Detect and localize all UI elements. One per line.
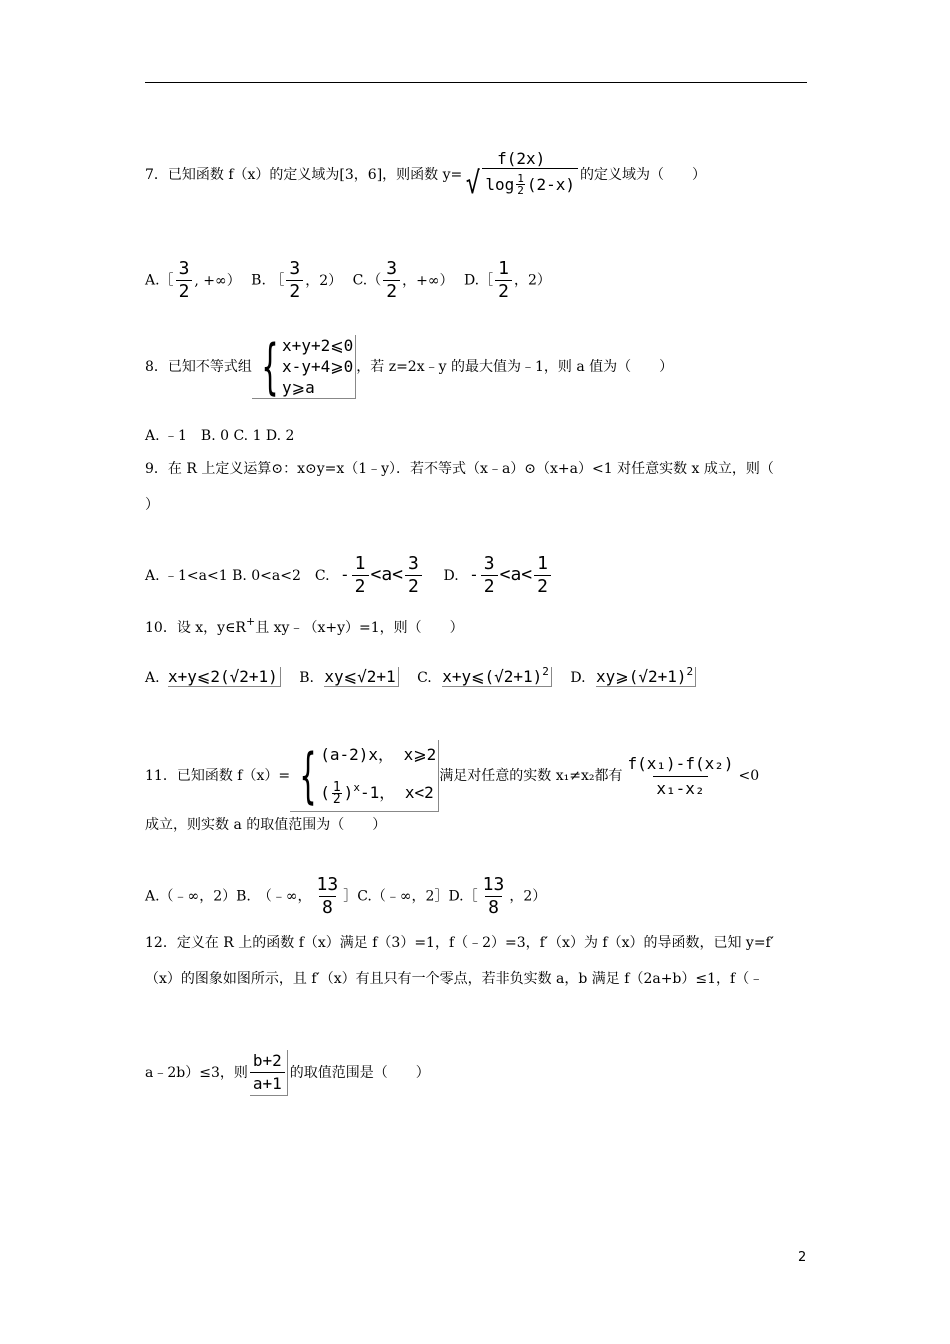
question-9-line-1: 9．在 R 上定义运算⊙：x⊙y=x（1﹣y）．若不等式（x﹣a）⊙（x+a）<1 对任意实数 x 成立，则（ (145, 461, 774, 477)
q7-opt-b-frac: $\frac{3}{2}$ (286, 258, 303, 303)
question-11-options: A.（﹣∞，2）B. （﹣∞， $\frac{13}{8}$ ］C.（﹣∞，2］D.［ $\frac{13}{8}$ ，2） (145, 874, 547, 918)
q11-piecewise: { (a-2)x， x⩾2 ( $\frac{1}{2}$ )$^x$-1， x<2 (290, 740, 439, 812)
page-number: 2 (798, 1250, 807, 1265)
question-8-options: A. ﹣1 B. 0 C. 1 D. 2 (145, 428, 295, 444)
question-12-line-1: 12．定义在 R 上的函数 f（x）满足 f（3）=1，f（﹣2）=3，f′（x）为 f（x）的导函数，已知 y=f′ (145, 935, 774, 951)
question-11-line-2: 成立，则实数 a 的取值范围为（ ） (145, 817, 387, 833)
q11-difference-quotient: $\frac{\text{f(x₁)-f(x₂)}}{\text{x₁-x₂}}$ (625, 752, 737, 801)
question-7-options: A.［ $\frac{3}{2}$ , +∞） B. ［ $\frac{3}{2}$ ，2） C.（ $\frac{3}{2}$ ，+∞） D.［ $\frac{1}{2}$ ，2） (145, 258, 551, 302)
q10-opt-c: $x+y⩽(√2+1)^2$ (442, 667, 552, 687)
question-7-stem (145, 150, 706, 200)
q7-log-base: $\frac{1}{2}$ (517, 172, 524, 197)
q8-row-1: x+y+2⩽0 (282, 336, 354, 355)
q7-log-arg: (2-x) (526, 174, 576, 194)
q11-opt-d-frac: $\frac{13}{8}$ (482, 874, 505, 918)
brace-icon: { (261, 331, 279, 402)
question-9-line-2: ） (145, 497, 159, 513)
q7-opt-c-frac: $\frac{3}{2}$ (383, 258, 400, 303)
question-8-stem: 8．已知不等式组 { x+y+2⩽0 x-y+4⩾0 y⩾a ，若 z=2x﹣y 的最大值为﹣1，则 a 值为（ ） (145, 331, 674, 402)
question-10-stem: 10．设 x，y∈R+且 xy﹣（x+y）=1，则（ ） (145, 615, 464, 636)
q8-row-2: x-y+4⩾0 (282, 357, 354, 376)
q11-opt-b-frac: $\frac{13}{8}$ (316, 874, 339, 918)
q7-opt-d-frac: $\frac{1}{2}$ (495, 258, 512, 303)
q8-inequality-system (252, 331, 356, 402)
brace-icon: { (300, 740, 317, 811)
q9-opt-c: - $\frac{1}{2}$ <a< $\frac{3}{2}$ (340, 565, 433, 584)
q7-text-before: 7．已知函数 f（x）的定义域为[3，6]，则函数 y= (145, 167, 463, 183)
question-12-line-2: （x）的图象如图所示，且 f′（x）有且只有一个零点，若非负实数 a，b 满足 f（2a+b）≤1，f（﹣ (145, 971, 764, 987)
header-rule (145, 82, 807, 83)
q10-opt-d: $xy⩾(√2+1)^2$ (596, 667, 696, 687)
q7-opt-a-frac: $\frac{3}{2}$ (176, 258, 193, 303)
q10-opt-a: x+y⩽2(√2+1) (168, 667, 281, 687)
question-11-stem: 11．已知函数 f（x）= { (a-2)x， x⩾2 ( $\frac{1}{2}$ )$^x$-1， x<2 满足对任意的实数 x₁≠x₂都有 $\frac{\text{f(x₁)-f(x₂)}}{\text{x₁-x₂}}$ <0 (145, 740, 760, 811)
q7-main-fraction (464, 150, 578, 200)
q8-row-3: y⩾a (282, 378, 315, 397)
q12-fraction: $\frac{b+2}{a+1}$ (250, 1050, 288, 1096)
sqrt-icon: √ (466, 166, 481, 201)
question-9-options: A. ﹣1<a<1 B. 0<a<2 C. - $\frac{1}{2}$ <a< $\frac{3}{2}$ D. - $\frac{3}{2}$ <a< $\frac{1}{2}$ (145, 553, 553, 598)
q9-opt-d: - $\frac{3}{2}$ <a< $\frac{1}{2}$ (469, 565, 553, 584)
q7-numerator: f(2x) (497, 149, 546, 168)
q10-opt-b: xy⩽√2+1 (324, 667, 398, 687)
question-12-line-3: a﹣2b）≤3，则 $\frac{b+2}{a+1}$ 的取值范围是（ ） (145, 1050, 430, 1096)
q7-radical (464, 168, 578, 200)
q7-log: log (485, 174, 515, 194)
q7-text-after: 的定义域为（ ） (580, 167, 707, 183)
question-10-options: A. x+y⩽2(√2+1) B. xy⩽√2+1 C. $x+y⩽(√2+1)^2$ D. $xy⩾(√2+1)^2$ (145, 662, 696, 688)
